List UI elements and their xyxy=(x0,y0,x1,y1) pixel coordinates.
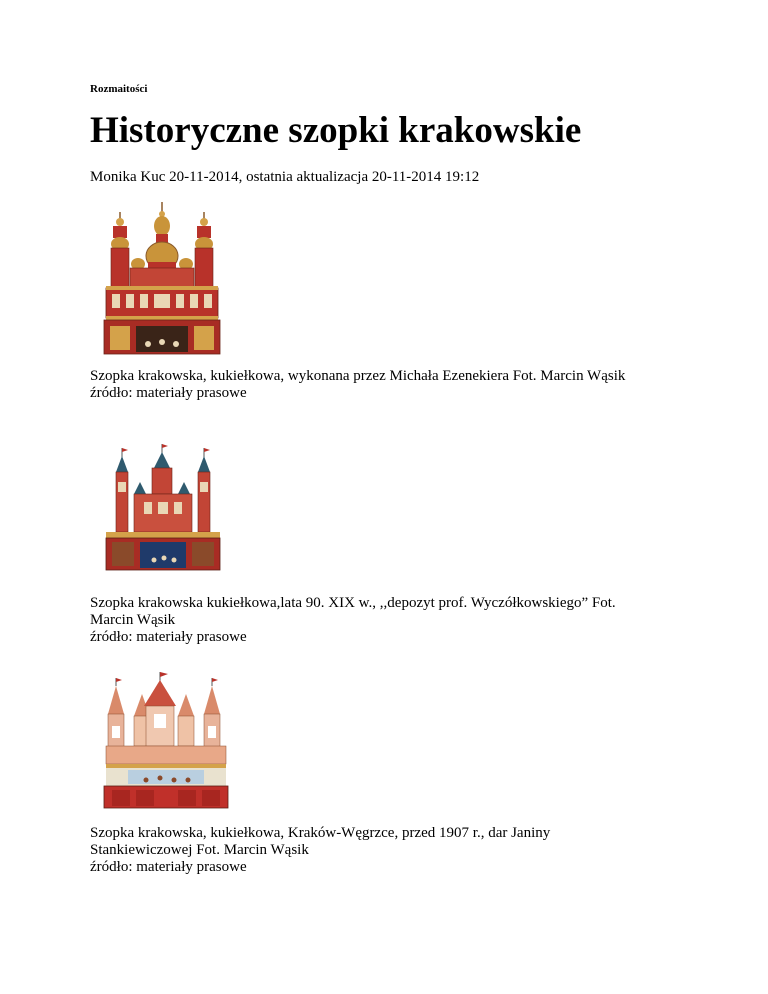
figure-2-caption-line-1: Szopka krakowska kukiełkowa,lata 90. XIX w., ,,depozyt prof. Wyczółkowskiego” Fot. xyxy=(90,595,616,611)
szopka-photo-2 xyxy=(104,442,222,572)
figure-2-caption-line-2: Marcin Wąsik xyxy=(90,612,176,628)
article-title: Historyczne szopki krakowskie xyxy=(90,110,582,151)
figure-2-caption-block xyxy=(90,595,690,646)
szopka-photo-3 xyxy=(102,670,230,810)
figure-1-caption-block xyxy=(90,368,690,402)
figure-1-source: źródło: materiały prasowe xyxy=(90,385,247,401)
figure-3-caption-line-1: Szopka krakowska, kukiełkowa, Kraków-Węgrzce, przed 1907 r., dar Janiny xyxy=(90,825,551,841)
figure-3-source: źródło: materiały prasowe xyxy=(90,859,247,875)
figure-3-caption-block xyxy=(90,825,690,876)
category-label: Rozmaitości xyxy=(90,83,148,95)
figure-2-source: źródło: materiały prasowe xyxy=(90,629,247,645)
figure-1-caption: Szopka krakowska, kukiełkowa, wykonana przez Michała Ezenekiera Fot. Marcin Wąsik xyxy=(90,368,626,384)
szopka-photo-1 xyxy=(102,200,222,356)
article-byline: Monika Kuc 20-11-2014, ostatnia aktualizacja 20-11-2014 19:12 xyxy=(90,169,480,185)
figure-3-caption-line-2: Stankiewiczowej Fot. Marcin Wąsik xyxy=(90,842,309,858)
